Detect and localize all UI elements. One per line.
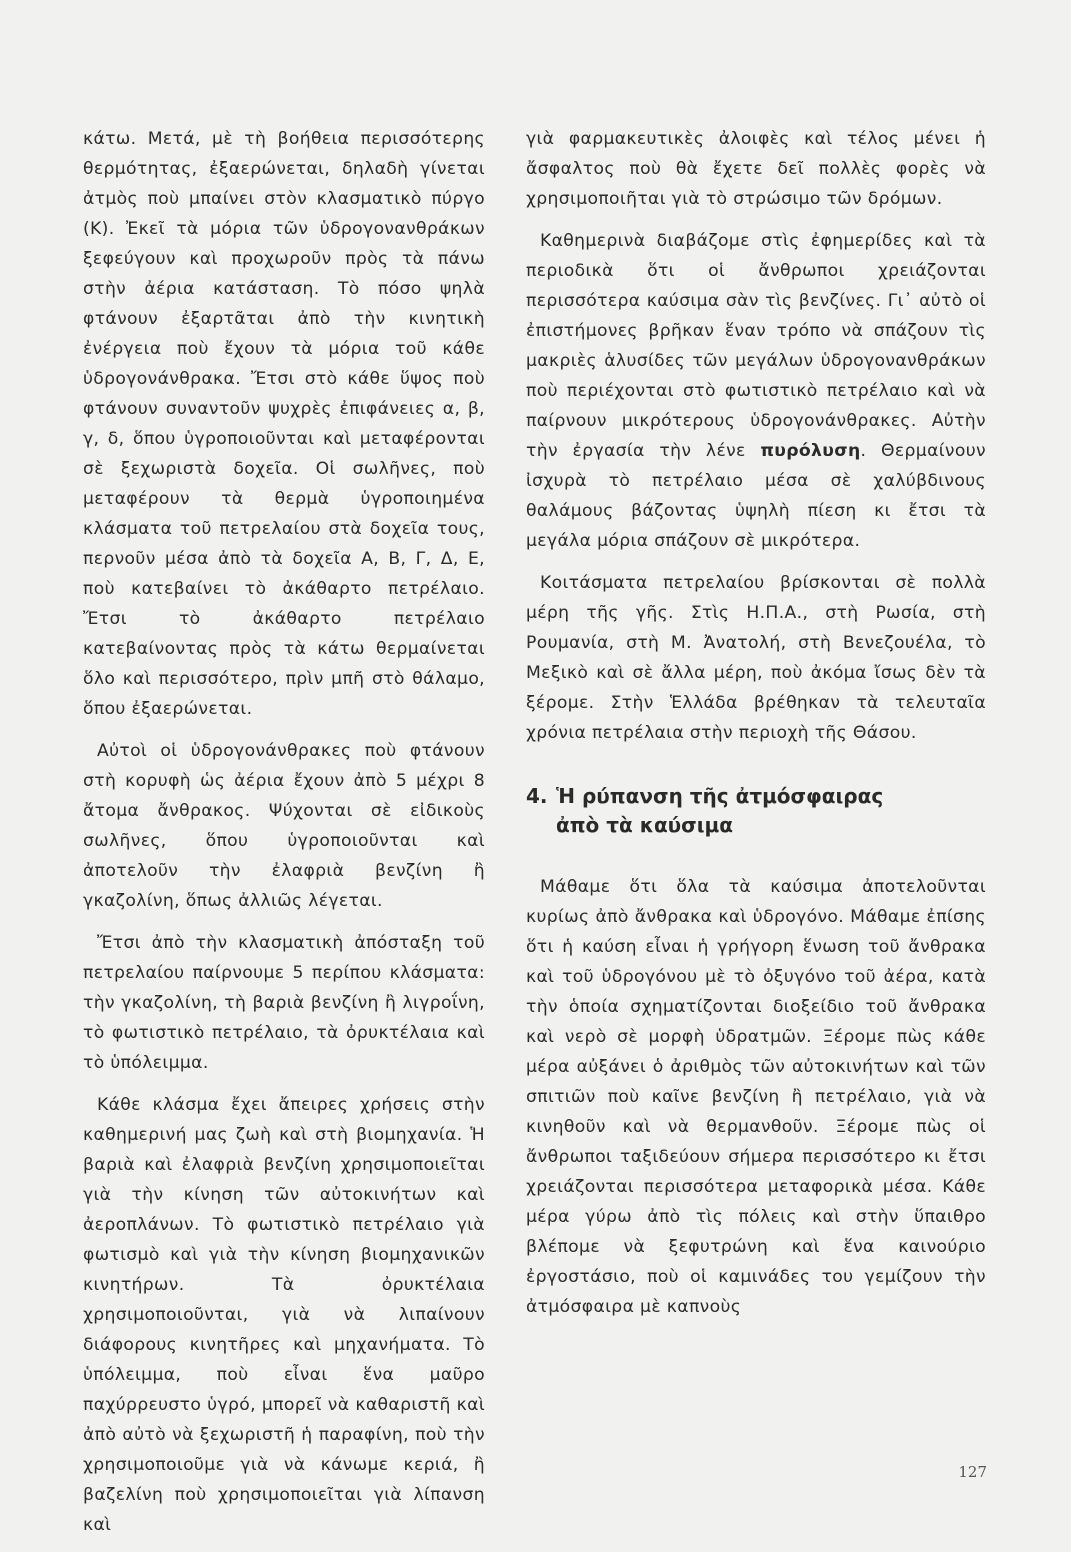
- bold-term: πυρόλυση: [760, 441, 861, 461]
- section-title-line: ἀπὸ τὰ καύσιμα: [556, 813, 734, 837]
- paragraph: γιὰ φαρμακευτικὲς ἀλοιφὲς καὶ τέλος μένει ἡ ἄσφαλτος ποὺ θὰ ἔχετε δεῖ πολλὲς φορὲς νὰ χρησιμοποιῆται γιὰ τὸ στρώσιμο τῶν δρόμων.: [526, 129, 986, 209]
- paragraph: Κοιτάσματα πετρελαίου βρίσκονται σὲ πολλὰ μέρη τῆς γῆς. Στὶς Η.Π.Α., στὴ Ρωσία, στὴ Ρουμανία, στὴ Μ. Ἀνατολή, στὴ Βενεζουέλα, τὸ Μεξικὸ καὶ σὲ ἄλλα μέρη, ποὺ ἀκόμα ἴσως δὲν τὰ ξέρομε. Στὴν Ἑλλάδα βρέθηκαν τὰ τελευταῖα χρόνια πετρέλαια στὴν περιοχὴ τῆς Θάσου.: [526, 573, 986, 743]
- left-column: [83, 124, 485, 1552]
- section-title-line: Ἡ ρύπανση τῆς ἀτμόσφαιρας: [556, 784, 884, 808]
- paragraph: Αὐτοὶ οἱ ὑδρογονάνθρακες ποὺ φτάνουν στὴ κορυφὴ ὡς ἀέρια ἔχουν ἀπὸ 5 μέχρι 8 ἄτομα ἄνθρακος. Ψύχονται σὲ εἰδικοὺς σωλῆνες, ὅπου ὑγροποιοῦνται καὶ ἀποτελοῦν τὴν ἐλαφριὰ βενζίνη ἢ γκαζολίνη, ὅπως ἀλλιῶς λέγεται.: [83, 741, 485, 911]
- section-title: [556, 782, 883, 840]
- page-number: 127: [958, 1463, 987, 1481]
- paragraph-text: Καθημερινὰ διαβάζομε στὶς ἐφημερίδες καὶ τὰ περιοδικὰ ὅτι οἱ ἄνθρωποι χρειάζονται περισσότερα καύσιμα σὰν τὶς βενζίνες. Γι᾽ αὐτὸ οἱ ἐπιστήμονες βρῆκαν ἕναν τρόπο νὰ σπάζουν τὶς μακριὲς ἁλυσίδες τῶν μεγάλων ὑδρογονανθράκων ποὺ περιέχονται στὸ φωτιστικὸ πετρέλαιο καὶ νὰ παίρνουν μικρότερους ὑδρογονάνθρακες. Αὐτὴν τὴν ἐργασία τὴν λένε: [526, 231, 986, 461]
- section-number: 4.: [526, 784, 548, 808]
- paragraph: κάτω. Μετά, μὲ τὴ βοήθεια περισσότερης θερμότητας, ἐξαερώνεται, δηλαδὴ γίνεται ἀτμὸς ποὺ μπαίνει στὸν κλασματικὸ πύργο (Κ). Ἐκεῖ τὰ μόρια τῶν ὑδρογονανθράκων ξεφεύγουν καὶ προχωροῦν πρὸς τὰ πάνω στὴν ἀέρια κατάσταση. Τὸ πόσο ψηλὰ φτάνουν ἐξαρτᾶται ἀπὸ τὴν κινητικὴ ἐνέργεια ποὺ ἔχουν τὰ μόρια τοῦ κάθε ὑδρογονάνθρακα. Ἔτσι στὸ κάθε ὕψος ποὺ φτάνουν συναντοῦν ψυχρὲς ἐπιφάνειες α, β, γ, δ, ὅπου ὑγροποιοῦνται καὶ μεταφέρονται σὲ ξεχωριστὰ δοχεῖα. Οἱ σωλῆνες, ποὺ μεταφέρουν τὰ θερμὰ ὑγροποιημένα κλάσματα τοῦ πετρελαίου στὰ δοχεῖα τους, περνοῦν μέσα ἀπὸ τὰ δοχεῖα Α, Β, Γ, Δ, Ε, ποὺ κατεβαίνει τὸ ἀκάθαρτο πετρέλαιο. Ἔτσι τὸ ἀκάθαρτο πετρέλαιο κατεβαίνοντας πρὸς τὰ κάτω θερμαίνεται ὅλο καὶ περισσότερο, πρὶν μπῆ στὸ θάλαμο, ὅπου ἐξαερώνεται.: [83, 129, 485, 719]
- right-column: [526, 124, 986, 1334]
- paragraph: Ἔτσι ἀπὸ τὴν κλασματικὴ ἀπόσταξη τοῦ πετρελαίου παίρνουμε 5 περίπου κλάσματα: τὴν γκαζολίνη, τὴ βαριὰ βενζίνη ἢ λιγροΐνη, τὸ φωτιστικὸ πετρέλαιο, τὰ ὀρυκτέλαια καὶ τὸ ὑπόλειμμα.: [83, 933, 485, 1073]
- paragraph-text: . Θερμαίνουν ἰσχυρὰ τὸ πετρέλαιο μέσα σὲ χαλύβδινους θαλάμους βάζοντας ὑψηλὴ πίεση κι ἔτσι τὰ μεγάλα μόρια σπάζουν σὲ μικρότερα.: [526, 441, 986, 551]
- paragraph: Μάθαμε ὅτι ὅλα τὰ καύσιμα ἀποτελοῦνται κυρίως ἀπὸ ἄνθρακα καὶ ὑδρογόνο. Μάθαμε ἐπίσης ὅτι ἡ καύση εἶναι ἡ γρήγορη ἕνωση τοῦ ἄνθρακα καὶ τοῦ ὑδρογόνου μὲ τὸ ὀξυγόνο τοῦ ἀέρα, κατὰ τὴν ὁποία σχηματίζονται διοξείδιο τοῦ ἄνθρακα καὶ νερὸ σὲ μορφὴ ὑδρατμῶν. Ξέρομε πὼς κάθε μέρα αὐξάνει ὁ ἀριθμὸς τῶν αὐτοκινήτων καὶ τῶν σπιτιῶν ποὺ καῖνε βενζίνη ἢ πετρέλαιο, γιὰ νὰ κινηθοῦν καὶ νὰ θερμανθοῦν. Ξέρομε πὼς οἱ ἄνθρωποι ταξιδεύουν σήμερα περισσότερο κι ἔτσι χρειάζονται περισσότερα μεταφορικὰ μέσα. Κάθε μέρα γύρω ἀπὸ τὶς πόλεις καὶ στὴν ὕπαιθρο βλέπομε νὰ ξεφυτρώνη καὶ ἕνα καινούριο ἐργοστάσιο, ποὺ οἱ καμινάδες του γεμίζουν τὴν ἀτμόσφαιρα μὲ καπνοὺς: [526, 877, 986, 1317]
- paragraph-pyrolysis: [526, 226, 986, 556]
- paragraph: Κάθε κλάσμα ἔχει ἄπειρες χρήσεις στὴν καθημερινή μας ζωὴ καὶ στὴ βιομηχανία. Ἡ βαριὰ καὶ ἐλαφριὰ βενζίνη χρησιμοποιεῖται γιὰ τὴν κίνηση τῶν αὐτοκινήτων καὶ ἀεροπλάνων. Τὸ φωτιστικὸ πετρέλαιο γιὰ φωτισμὸ καὶ γιὰ τὴν κίνηση βιομηχανικῶν κινητήρων. Τὰ ὀρυκτέλαια χρησιμοποιοῦνται, γιὰ νὰ λιπαίνουν διάφορους κινητῆρες καὶ μηχανήματα. Τὸ ὑπόλειμμα, ποὺ εἶναι ἕνα μαῦρο παχύρρευστο ὑγρό, μπορεῖ νὰ καθαριστῆ καὶ ἀπὸ αὐτὸ νὰ ξεχωριστῆ ἡ παραφίνη, ποὺ τὴν χρησιμοποιοῦμε γιὰ νὰ κάνωμε κεριά, ἢ βαζελίνη ποὺ χρησιμοποιεῖται γιὰ λίπανση καὶ: [83, 1095, 485, 1535]
- section-heading: [526, 782, 986, 840]
